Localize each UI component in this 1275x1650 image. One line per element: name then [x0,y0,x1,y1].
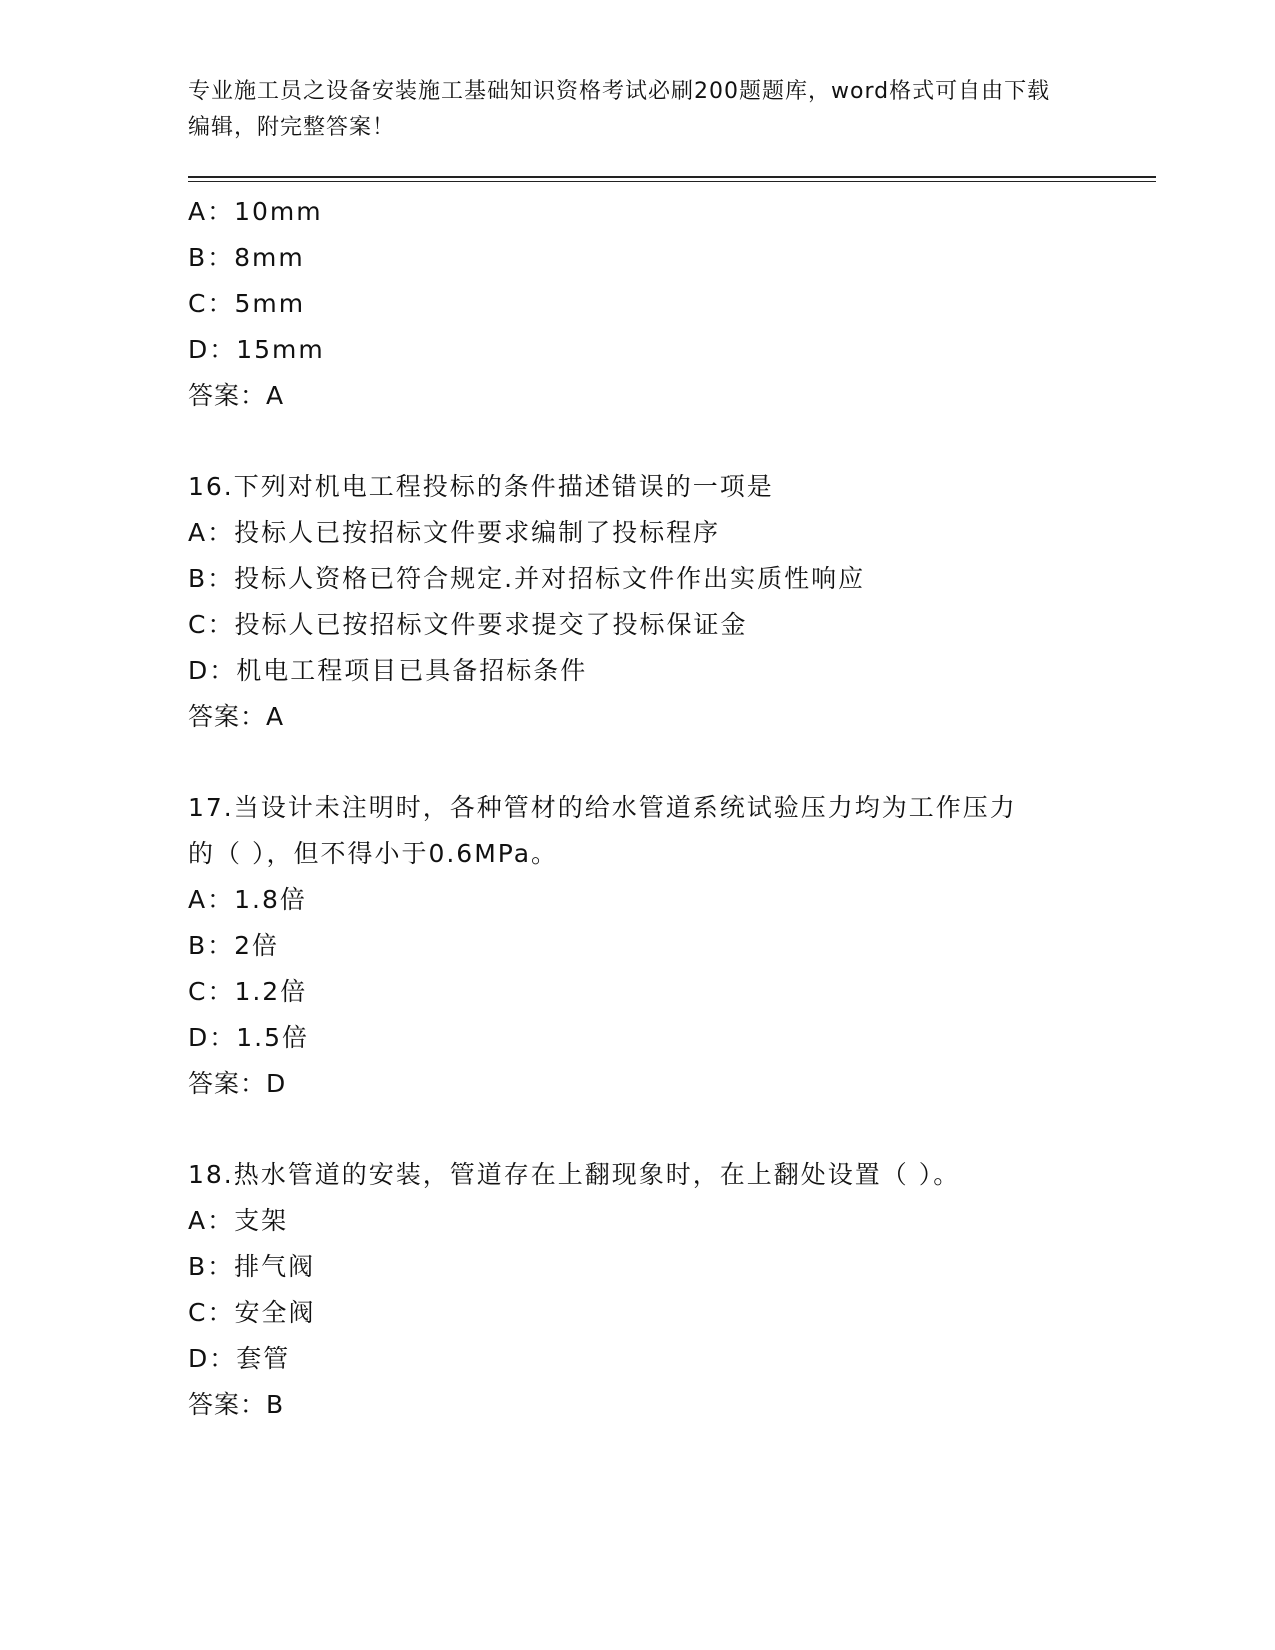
option-c: C：投标人已按招标文件要求提交了投标保证金 [188,610,748,639]
option-b: B：2倍 [188,931,280,960]
option-c: C：安全阀 [188,1298,316,1327]
spacer [188,419,1156,464]
question-stem-line-2: 的（ ），但不得小于0.6MPa。 [188,839,559,868]
question-15-continued [188,189,1156,419]
header-divider-thin [188,181,1156,182]
question-stem-line-1: 17.当设计未注明时，各种管材的给水管道系统试验压力均为工作压力 [188,793,1017,822]
option-d: D：机电工程项目已具备招标条件 [188,656,588,685]
option-a: A：1.8倍 [188,885,307,914]
option-a: A：支架 [188,1206,289,1235]
answer-label: 答案：A [188,702,285,731]
question-list [188,189,1156,1428]
question-16 [188,464,1156,740]
answer-label: 答案：A [188,381,285,410]
option-a: A：10mm [188,197,323,226]
option-c: C：5mm [188,289,306,318]
question-17 [188,785,1156,1107]
answer-label: 答案：B [188,1390,285,1419]
question-stem: 18.热水管道的安装，管道存在上翻现象时，在上翻处设置（ ）。 [188,1160,961,1189]
document-header: 专业施工员之设备安装施工基础知识资格考试必刷200题题库，word格式可自由下载编辑，附完整答案！ [188,79,1051,140]
spacer [188,740,1156,785]
option-d: D：1.5倍 [188,1023,310,1052]
answer-label: 答案：D [188,1069,287,1098]
option-b: B：投标人资格已符合规定.并对招标文件作出实质性响应 [188,564,866,593]
option-b: B：8mm [188,243,305,272]
question-stem: 16.下列对机电工程投标的条件描述错误的一项是 [188,472,774,501]
option-b: B：排气阀 [188,1252,316,1281]
spacer [188,1107,1156,1152]
option-a: A：投标人已按招标文件要求编制了投标程序 [188,518,721,547]
question-18 [188,1152,1156,1428]
option-c: C：1.2倍 [188,977,308,1006]
option-d: D：15mm [188,335,325,364]
option-d: D：套管 [188,1344,291,1373]
header-divider-thick [188,176,1156,178]
